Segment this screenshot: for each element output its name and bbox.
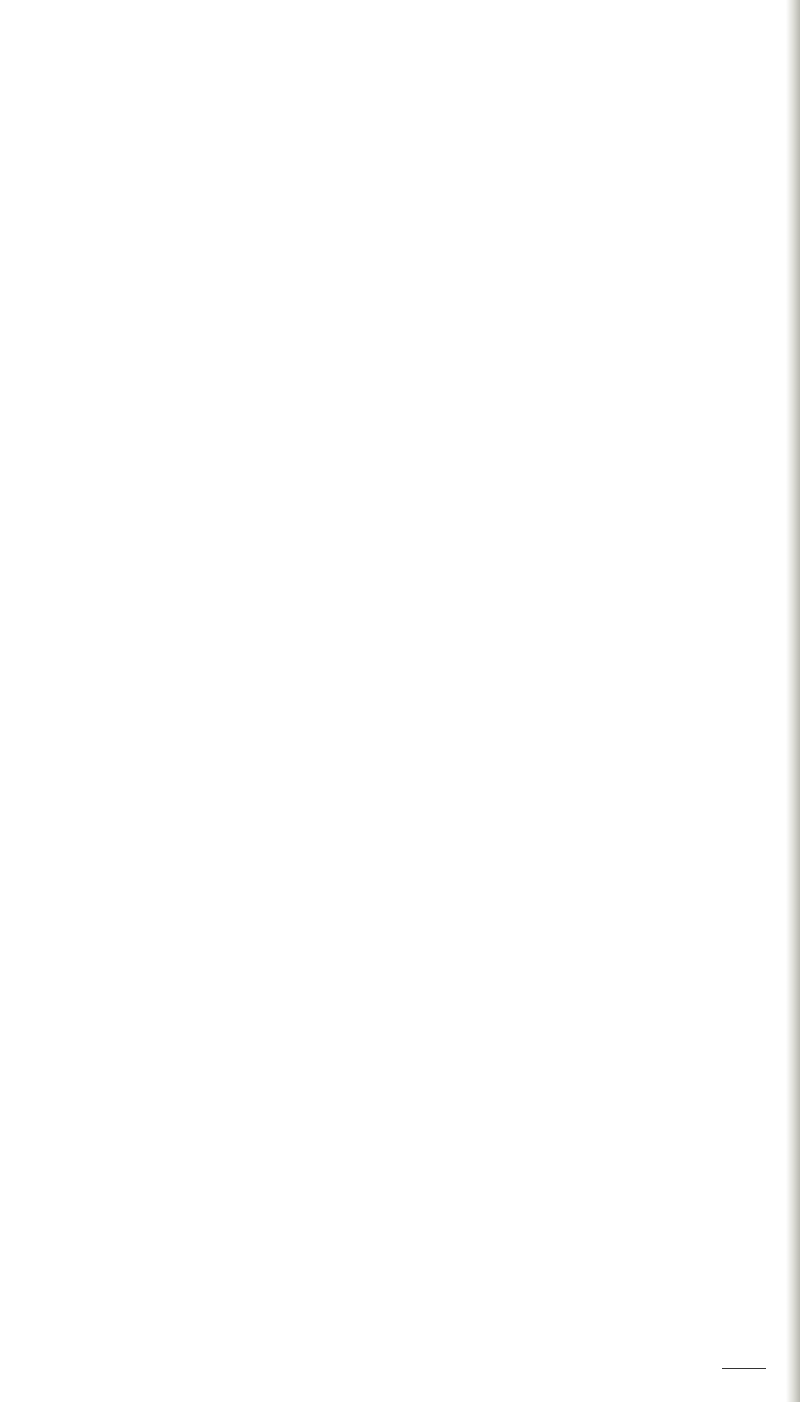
total-rule [722, 1368, 766, 1369]
total-row [120, 1376, 766, 1396]
page-edge-shadow [786, 0, 800, 1402]
